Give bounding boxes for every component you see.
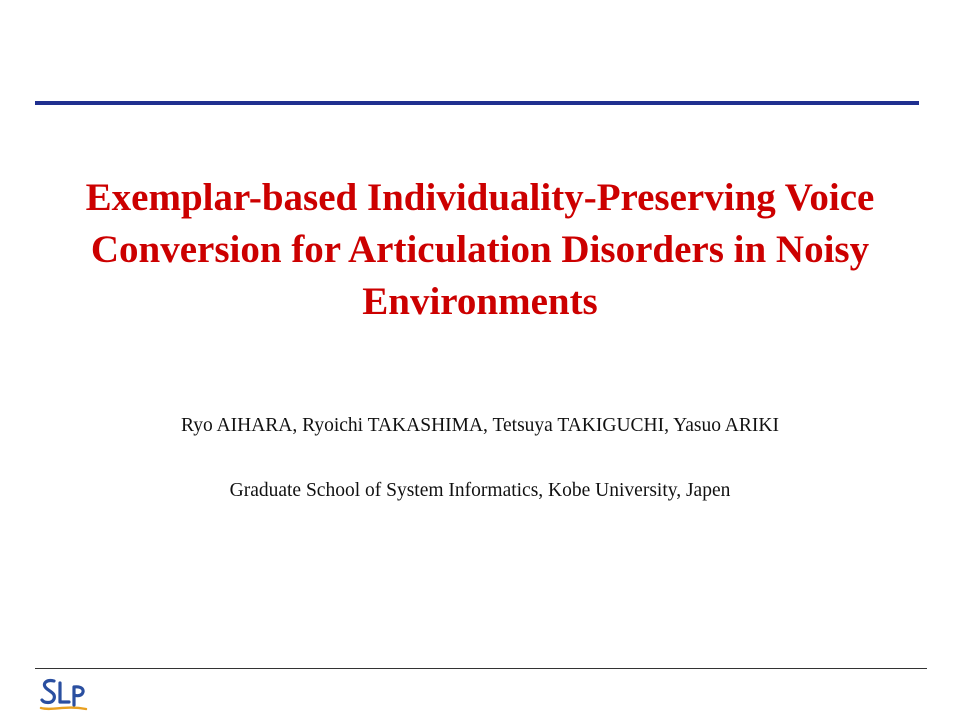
author-list: Ryo AIHARA, Ryoichi TAKASHIMA, Tetsuya TAKIGUCHI, Yasuo ARIKI [181,415,779,436]
affiliation: Graduate School of System Informatics, Kobe University, Japen [229,480,731,501]
top-divider [35,101,919,105]
bottom-divider [35,668,927,669]
slide-title: Exemplar-based Individuality-Preserving Voice Conversion for Articulation Disorders in Noisy Environments [85,176,875,323]
slp-logo-icon [38,675,90,715]
